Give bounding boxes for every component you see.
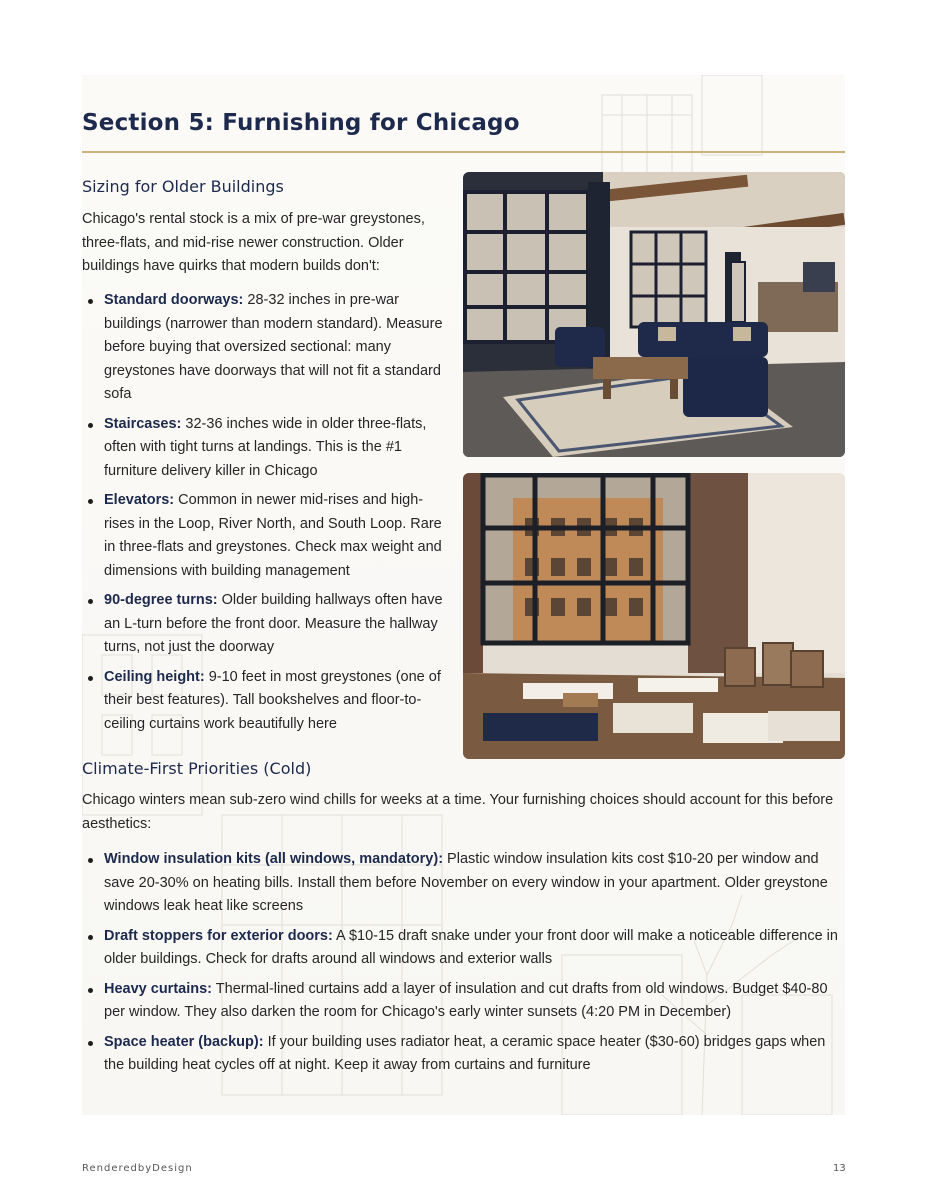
- list-item: [82, 848, 845, 919]
- sizing-intro: Chicago's rental stock is a mix of pre-war greystones, three-flats, and mid-rise newer construction. Older buildings have quirks that modern builds don't:: [82, 211, 425, 274]
- list-item-text: 28-32 inches in pre-war buildings (narrower than modern standard). Measure before buying that oversized sectional: many greystones have doorways that will not fit a standard sofa: [104, 292, 443, 402]
- list-item-text: Thermal-lined curtains add a layer of insulation and cut drafts from old windows. Budget $40-80 per window. They also darken the room for Chicago's early winter sunsets (4:20 PM in December): [104, 980, 828, 1020]
- list-item: [82, 589, 448, 660]
- list-item-term: 90-degree turns:: [104, 592, 218, 608]
- list-item: [82, 413, 448, 484]
- list-item-term: Heavy curtains:: [104, 980, 212, 997]
- list-item-text: Plastic window insulation kits cost $10-20 per window and save 20-30% on heating bills. Install them before November on every window in your apartment. Older greystone windows leak heat like screens: [104, 851, 828, 914]
- list-item: [82, 489, 448, 583]
- list-item-text: A $10-15 draft snake under your front door will make a noticeable difference in older buildings. Check for drafts around all windows and exterior walls: [104, 927, 838, 967]
- page-number: 13: [833, 1163, 846, 1174]
- list-item: [82, 1031, 845, 1078]
- sizing-list: [82, 289, 448, 742]
- climate-heading: Climate-First Priorities (Cold): [82, 759, 312, 778]
- list-item: [82, 978, 845, 1025]
- list-item-term: Ceiling height:: [104, 668, 205, 685]
- footer-brand: RenderedbyDesign: [82, 1163, 193, 1174]
- loft-living-room-image: [463, 172, 845, 457]
- list-item-term: Draft stoppers for exterior doors:: [104, 927, 333, 944]
- list-item: [82, 925, 845, 972]
- list-item-term: Elevators:: [104, 492, 175, 508]
- list-item-text: 32-36 inches wide in older three-flats, often with tight turns at landings. This is the #1 furniture delivery killer in Chicago: [104, 415, 427, 479]
- list-item-term: Window insulation kits (all windows, mandatory):: [104, 851, 444, 867]
- list-item-term: Standard doorways:: [104, 292, 244, 308]
- material-board-window-image: [463, 473, 845, 759]
- sizing-heading: Sizing for Older Buildings: [82, 177, 284, 196]
- climate-intro: Chicago winters mean sub-zero wind chills for weeks at a time. Your furnishing choices should account for this before aesthetics:: [82, 792, 834, 832]
- climate-list: [82, 848, 845, 1084]
- list-item-text: Common in newer mid-rises and high-rises in the Loop, River North, and South Loop. Rare in three-flats and greystones. Check max weight and dimensions with building management: [104, 492, 442, 579]
- list-item-text: 9-10 feet in most greystones (one of their best features). Tall bookshelves and floor-to-ceiling curtains work beautifully here: [104, 668, 441, 732]
- list-item-text: If your building uses radiator heat, a ceramic space heater ($30-60) bridges gaps when the building heat cycles off at night. Keep it away from curtains and furniture: [104, 1033, 826, 1073]
- list-item: [82, 666, 448, 737]
- list-item: [82, 289, 448, 407]
- title-rule: [82, 151, 845, 153]
- list-item-term: Staircases:: [104, 415, 182, 432]
- list-item-term: Space heater (backup):: [104, 1033, 264, 1050]
- list-item-text: Older building hallways often have an L-turn before the front door. Measure the hallway turns, not just the doorway: [104, 592, 443, 655]
- section-title: Section 5: Furnishing for Chicago: [82, 110, 520, 136]
